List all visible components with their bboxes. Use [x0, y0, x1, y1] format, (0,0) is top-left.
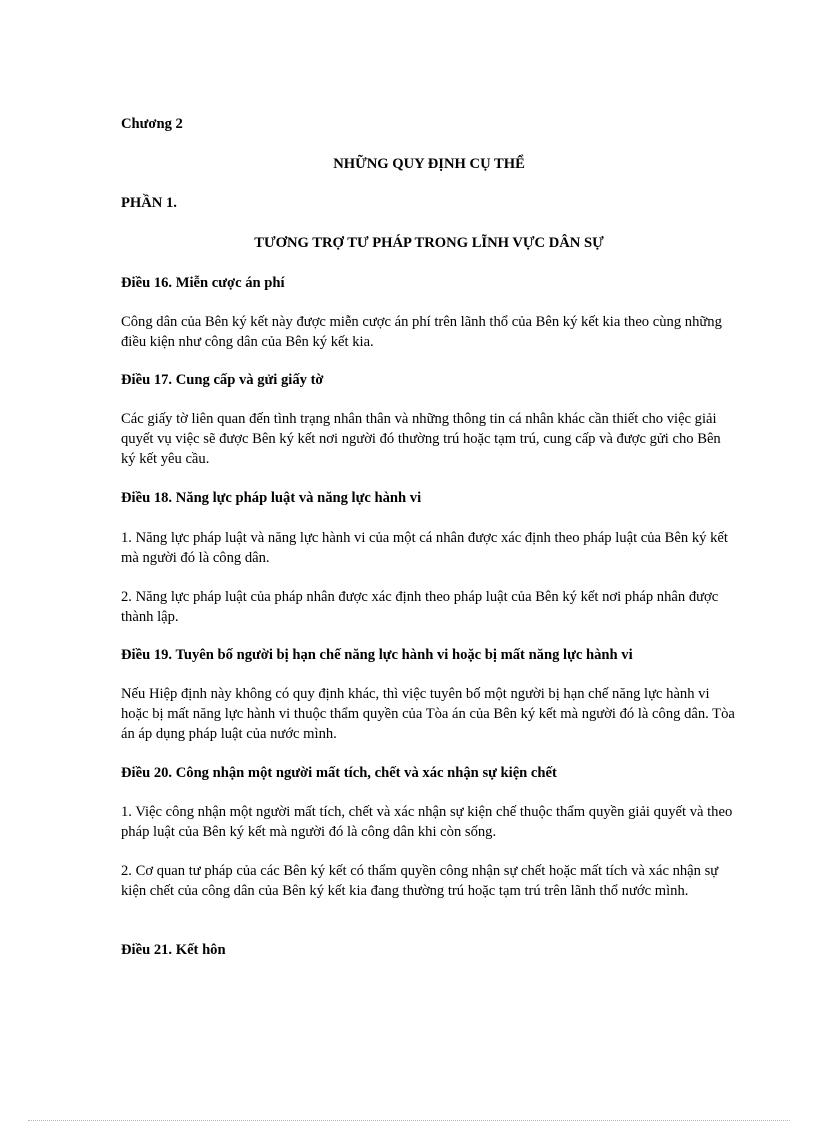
article-17-heading: Điều 17. Cung cấp và gửi giấy tờ [121, 372, 324, 388]
article-18-paragraph-1: 1. Năng lực pháp luật và năng lực hành vi của một cá nhân được xác định theo pháp luật của Bên ký kết mà người đó là công dân. [121, 530, 728, 566]
chapter-label: Chương 2 [121, 116, 183, 132]
article-20-paragraph-1: 1. Việc công nhận một người mất tích, chết và xác nhận sự kiện chế thuộc thẩm quyền giải quyết và theo pháp luật của Bên ký kết mà người đó là công dân khi còn sống. [121, 804, 733, 840]
page-bottom-divider [28, 1120, 790, 1121]
article-20-heading: Điều 20. Công nhận một người mất tích, chết và xác nhận sự kiện chết [121, 765, 557, 781]
chapter-title: NHỮNG QUY ĐỊNH CỤ THỂ [333, 156, 525, 172]
article-18-heading: Điều 18. Năng lực pháp luật và năng lực hành vi [121, 490, 422, 506]
article-16-heading: Điều 16. Miễn cược án phí [121, 275, 285, 291]
part-label: PHẦN 1. [121, 195, 177, 211]
article-16-paragraph-1: Công dân của Bên ký kết này được miễn cược án phí trên lãnh thổ của Bên ký kết kia theo cùng những điều kiện như công dân của Bên ký kết kia. [121, 314, 722, 350]
article-17-paragraph-1: Các giấy tờ liên quan đến tình trạng nhân thân và những thông tin cá nhân khác cần thiết cho việc giải quyết vụ việc sẽ được Bên ký kết nơi người đó thường trú hoặc tạm trú, cung cấp và được gửi cho Bên ký kết yêu cầu. [121, 411, 721, 467]
article-18-paragraph-2: 2. Năng lực pháp luật của pháp nhân được xác định theo pháp luật của Bên ký kết nơi pháp nhân được thành lập. [121, 589, 719, 625]
article-19-heading: Điều 19. Tuyên bố người bị hạn chế năng lực hành vi hoặc bị mất năng lực hành vi [121, 647, 633, 663]
article-21-heading: Điều 21. Kết hôn [121, 942, 226, 958]
article-19-paragraph-1: Nếu Hiệp định này không có quy định khác, thì việc tuyên bố một người bị hạn chế năng lực hành vi hoặc bị mất năng lực hành vi thuộc thẩm quyền của Tòa án của Bên ký kết mà người đó là công dân. Tòa án áp dụng pháp luật của nước mình. [121, 686, 735, 742]
part-title: TƯƠNG TRỢ TƯ PHÁP TRONG LĨNH VỰC DÂN SỰ [254, 235, 604, 251]
article-20-paragraph-2: 2. Cơ quan tư pháp của các Bên ký kết có thẩm quyền công nhận sự chết hoặc mất tích và xác nhận sự kiện chết của công dân của Bên ký kết kia đang thường trú hoặc tạm trú trên lãnh thổ nước mình. [121, 863, 719, 899]
